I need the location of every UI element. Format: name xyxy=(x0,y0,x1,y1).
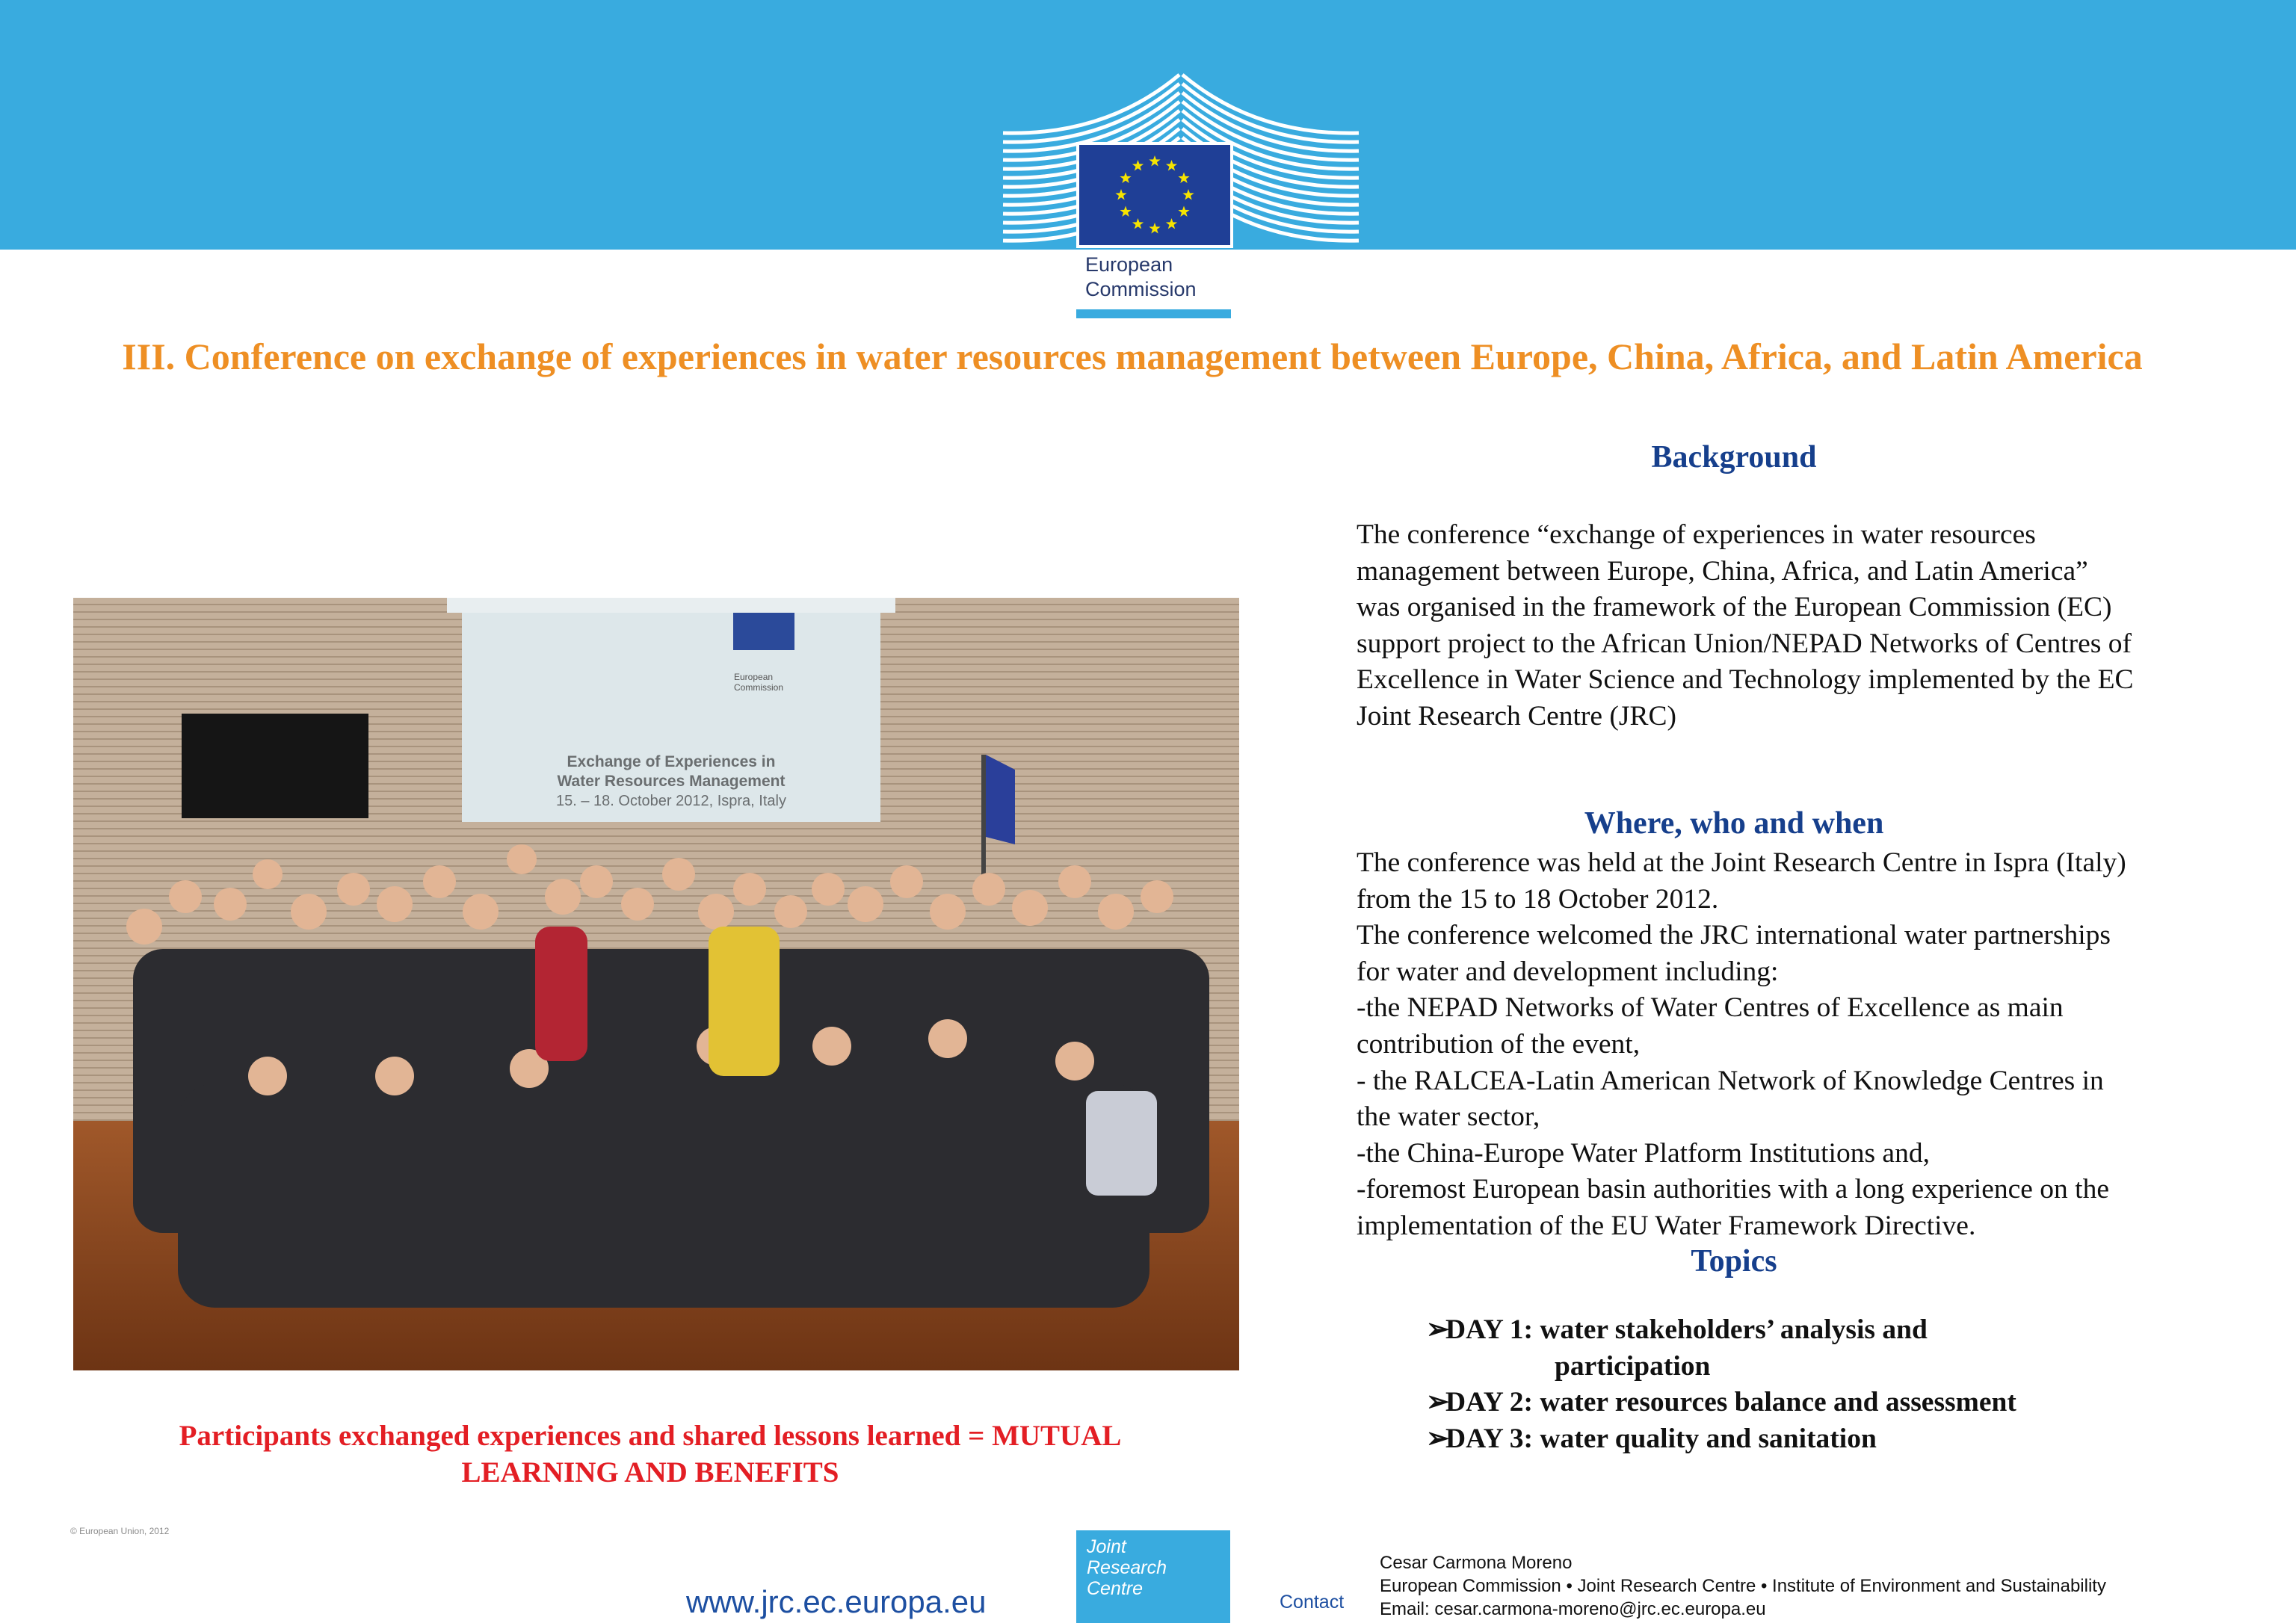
topic-day-1-continued: participation xyxy=(1555,1350,1711,1382)
jrc-line-1: Joint xyxy=(1087,1536,1126,1557)
screen-line-2: Water Resources Management xyxy=(557,773,786,790)
topic-item xyxy=(1426,1421,2214,1458)
screen-logo-line-2: Commission xyxy=(734,682,784,693)
arrow-bullet-icon: ➢ xyxy=(1426,1387,1450,1418)
page-title: III. Conference on exchange of experiences in water resources management between Europe, China, Africa, and Latin America xyxy=(122,336,2143,377)
logo-underline xyxy=(1076,309,1231,318)
contact-name: Cesar Carmona Moreno xyxy=(1380,1553,1573,1573)
logo-text xyxy=(1085,253,1197,302)
contact-organisation: European Commission • Joint Research Centre • Institute of Environment and Sustainability xyxy=(1380,1576,2106,1596)
where-item-3: -the China-Europe Water Platform Institutions and, xyxy=(1357,1137,1930,1169)
website-link[interactable]: www.jrc.ec.europa.eu xyxy=(686,1584,987,1619)
topics-heading: Topics xyxy=(1691,1244,1777,1279)
jrc-line-3: Centre xyxy=(1087,1578,1144,1599)
group-photo-scene xyxy=(73,598,1239,1370)
background-paragraph: The conference “exchange of experiences in water resources management between Europe, China, Africa, and Latin America” was organised in the framework of the European Commission (EC) support project to the African Union/NEPAD Networks of Centres of Excellence in Water Science and Technology implemented by the EC Joint Research Centre (JRC) xyxy=(1357,519,2134,732)
where-paragraph-2: The conference welcomed the JRC international water partnerships for water and development including: xyxy=(1357,920,2111,987)
yellow-sweater xyxy=(709,927,780,1076)
checked-shirt xyxy=(1086,1091,1157,1196)
logo-line-1: European xyxy=(1085,253,1173,276)
contact-email[interactable]: Email: cesar.carmona-moreno@jrc.ec.europa.eu xyxy=(1380,1599,1766,1619)
topic-day-2: DAY 2: water resources balance and assessment xyxy=(1445,1387,2016,1418)
wall-monitor xyxy=(182,714,368,818)
jrc-logo-box xyxy=(1076,1530,1230,1623)
screen-eu-flag xyxy=(733,613,794,650)
eu-flag-on-pole xyxy=(986,755,1015,844)
topic-item xyxy=(1426,1312,2214,1385)
where-text xyxy=(1357,845,2134,1245)
jrc-line-2: Research xyxy=(1087,1557,1167,1578)
copyright-notice: © European Union, 2012 xyxy=(70,1526,170,1536)
red-top xyxy=(535,927,587,1061)
topic-day-3: DAY 3: water quality and sanitation xyxy=(1445,1423,1877,1454)
background-heading: Background xyxy=(1651,440,1817,474)
where-item-4: -foremost European basin authorities with a long experience on the implementation of the EU Water Framework Directive. xyxy=(1357,1174,2109,1241)
contact-label: Contact xyxy=(1280,1592,1345,1613)
arrow-bullet-icon: ➢ xyxy=(1426,1314,1450,1345)
group-photo xyxy=(73,598,1239,1370)
photo-caption: Participants exchanged experiences and shared lessons learned = MUTUAL LEARNING AND BENEFITS xyxy=(179,1420,1122,1488)
topic-item xyxy=(1426,1385,2214,1421)
where-heading: Where, who and when xyxy=(1584,806,1884,841)
arrow-bullet-icon: ➢ xyxy=(1426,1423,1450,1454)
background-text xyxy=(1357,517,2134,735)
screen-line-3: 15. – 18. October 2012, Ispra, Italy xyxy=(556,793,786,809)
where-paragraph-1: The conference was held at the Joint Research Centre in Ispra (Italy) from the 15 to 18 October 2012. xyxy=(1357,847,2126,915)
where-item-2: - the RALCEA-Latin American Network of Knowledge Centres in the water sector, xyxy=(1357,1065,2104,1133)
where-item-1: -the NEPAD Networks of Water Centres of Excellence as main contribution of the event, xyxy=(1357,992,2064,1060)
topics-list xyxy=(1426,1312,2214,1457)
topic-day-1: DAY 1: water stakeholders’ analysis and xyxy=(1445,1314,1928,1345)
contact-details xyxy=(1380,1551,2106,1621)
screen-line-1: Exchange of Experiences in xyxy=(567,753,776,770)
screen-logo-line-1: European xyxy=(734,672,774,682)
logo-line-2: Commission xyxy=(1085,278,1197,300)
